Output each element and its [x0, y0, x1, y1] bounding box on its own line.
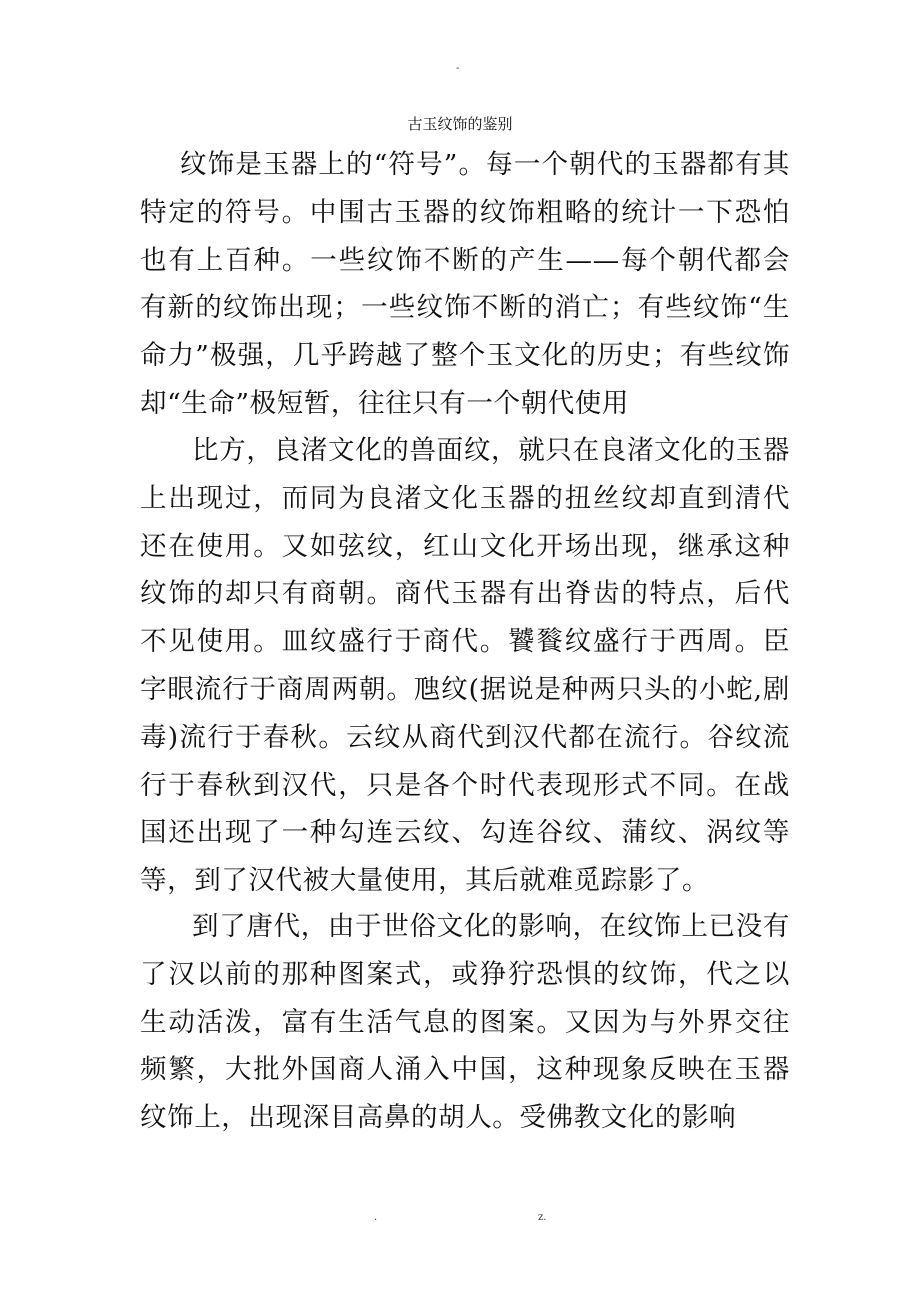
- paragraph-3: 到了唐代，由于世俗文化的影响，在纹饰上已没有了汉以前的那种图案式，或狰狞恐惧的纹饰，代之以生动活泼，富有生活气息的图案。又因为与外界交往频繁，大批外国商人涌入中国，这种现象反映在玉器纹饰上，出现深目高鼻的胡人。受佛教文化的影响: [140, 911, 790, 1134]
- footer-right-mark: z.: [538, 1212, 547, 1223]
- header-mark: -: [456, 63, 460, 74]
- paragraph-2: 比方，良渚文化的兽面纹，就只在良渚文化的玉器上出现过，而同为良渚文化玉器的扭丝纹却直到清代还在使用。又如弦纹，红山文化开场出现，继承这种纹饰的却只有商朝。商代玉器有出脊齿的特点，后代不见使用。皿纹盛行于商代。饕餮纹盛行于西周。臣字眼流行于商周两朝。虺纹(据说是种两只头的小蛇,剧毒)流行于春秋。云纹从商代到汉代都在流行。谷纹流行于春秋到汉代，只是各个时代表现形式不同。在战国还出现了一种勾连云纹、勾连谷纹、蒲纹、涡纹等等，到了汉代被大量使用，其后就难觅踪影了。: [140, 435, 790, 897]
- paragraph-1: 纹饰是玉器上的“符号”。每一个朝代的玉器都有其特定的符号。中围古玉器的纹饰粗略的统计一下恐怕也有上百种。一些纹饰不断的产生——每个朝代都会有新的纹饰出现；一些纹饰不断的消亡；有些纹饰“生命力”极强，几乎跨越了整个玉文化的历史；有些纹饰却“生命”极短暂，往往只有一个朝代使用: [140, 149, 790, 419]
- footer-left-mark: .: [374, 1212, 378, 1223]
- document-title: 古玉纹饰的鉴别: [407, 115, 513, 133]
